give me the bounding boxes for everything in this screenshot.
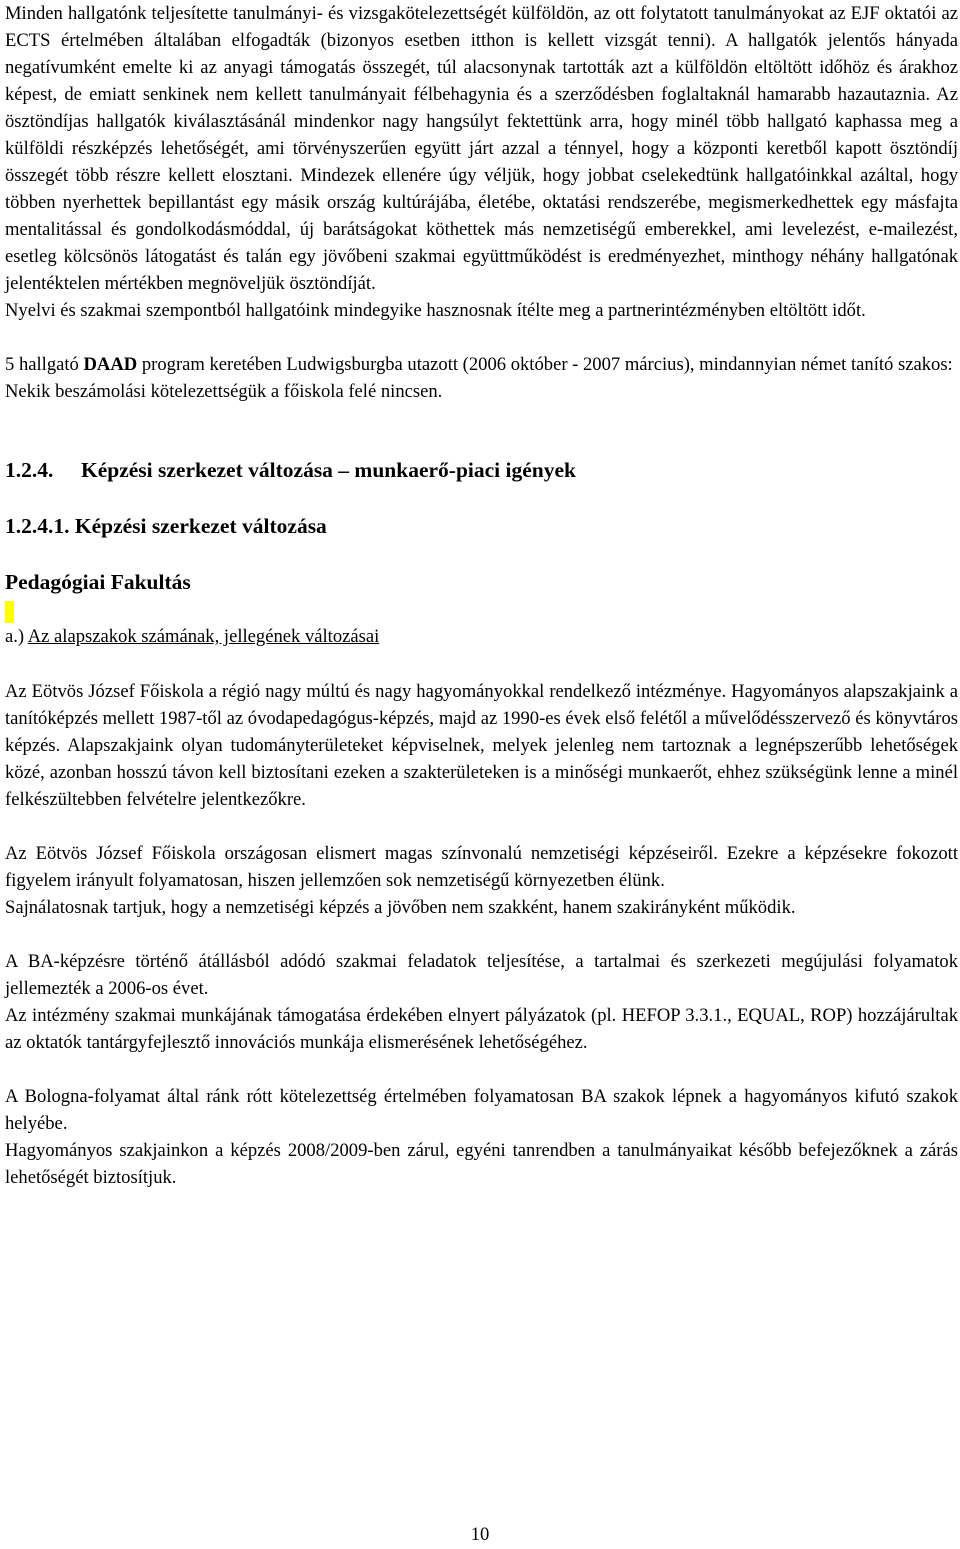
paragraph-grants: Az intézmény szakmai munkájának támogatása érdekében elnyert pályázatok (pl. HEFOP 3.3.1., EQUAL, ROP) hozzájárultak az oktatók tantárgyfejlesztő innovációs munkája elismerésének lehetőségéhez.: [5, 1005, 958, 1053]
paragraph-abroad-studies-part3: Az ösztöndíjas hallgatók kiválasztásánál mindenkor nagy hangsúlyt fektettünk arra, hogy minél több hallgató kaphassa meg a külföldi részképzés lehetőségét, ami törvényszerűen együtt járt azzal a ténnyel, hogy a központi keretből kapott ösztöndíj összegét több részre kellett elosztani.: [5, 84, 958, 186]
section-heading-1-2-4-number: 1.2.4.: [5, 458, 54, 482]
paragraph-bologna: A Bologna-folyamat által ránk rótt kötelezettség értelmében folyamatosan BA szakok lépnek a hagyományos kifutó szakok helyébe.: [5, 1086, 958, 1134]
paragraph-no-reporting: Nekik beszámolási kötelezettségük a főiskola felé nincsen.: [5, 381, 443, 402]
highlight-marker: [5, 601, 14, 623]
daad-text-after: program keretében Ludwigsburgba utazott (2006 október - 2007 március), mindannyian német tanító szakos:: [137, 354, 953, 375]
subsection-a-title: Az alapszakok számának, jellegének változásai: [27, 626, 380, 647]
faculty-heading: Pedagógiai Fakultás: [5, 570, 191, 594]
page-number: 10: [470, 1524, 490, 1545]
paragraph-daad: [5, 351, 958, 378]
section-heading-1-2-4-title: Képzési szerkezet változása – munkaerő-piaci igények: [81, 458, 577, 482]
paragraph-abroad-studies-part2: A hallgatók jelentős hányada negatívumként emelte ki az anyagi támogatás összegét, túl alacsonynak tartották azt a külföldön eltöltött időhöz és árakhoz képest, de emiatt senkinek nem kellett tanulmányait félbehagynia és a szerződésben foglaltaknál hamarabb hazautaznia.: [5, 30, 958, 105]
paragraph-abroad-studies: [5, 0, 958, 297]
daad-program-name: DAAD: [83, 354, 138, 375]
paragraph-nationality-training: Az Eötvös József Főiskola országosan elismert magas színvonalú nemzetiségi képzéseiről. Ezekre a képzésekre fokozott figyelem irányult folyamatosan, hiszen jellemzően sok nemzetiségű környezetben élünk.: [5, 843, 958, 891]
paragraph-language-evaluation: Nyelvi és szakmai szempontból hallgatóink mindegyike hasznosnak ítélte meg a partnerintézményben eltöltött időt.: [5, 300, 866, 321]
document-page: [5, 0, 958, 1191]
paragraph-abroad-studies-part1: Minden hallgatónk teljesítette tanulmányi- és vizsgakötelezettségét külföldön, az ott folytatott tanulmányokat az EJF oktatói az ECTS értelmében általában elfogadták (bizonyos esetben itthon is kellett vizsgát tenni).: [5, 3, 958, 51]
subsection-a: [5, 623, 958, 650]
paragraph-abroad-studies-part4: Mindezek ellenére úgy véljük, hogy jobbat cselekedtünk hallgatóinkkal azáltal, hogy többen nyerhettek bepillantást egy másik ország kultúrájába, életébe, oktatási rendszerébe, megismerkedhettek egy másfajta mentalitással és gondolkodásmóddal, új barátságokat köthettek más nemzetiségű emberekkel, ami levelezést, e-mailezést, esetleg kölcsönös látogatást és talán egy jövőbeni szakmai együttműködést is eredményezhet, minthogy néhány hallgatónak jelentéktelen mértékben megnöveljük ösztöndíját.: [5, 165, 958, 294]
section-heading-1-2-4: [5, 455, 958, 485]
paragraph-nationality-regret: Sajnálatosnak tartjuk, hogy a nemzetiségi képzés a jövőben nem szakként, hanem szakirányként működik.: [5, 897, 796, 918]
daad-text-before: 5 hallgató: [5, 354, 84, 375]
paragraph-institution-history: Az Eötvös József Főiskola a régió nagy múltú és nagy hagyományokkal rendelkező intézménye. Hagyományos alapszakjaink a tanítóképzés mellett 1987-től az óvodapedagógus-képzés, majd az 1990-es évek első felétől a művelődésszervező és könyvtáros képzés. Alapszakjaink olyan tudományterületeket képviselnek, melyek jelenleg nem tartoznak a legnépszerűbb lehetőségek közé, azonban hosszú távon kell biztosítani ezeken a szakterületeken is a minőségi munkaerőt, ehhez szükségünk lenne a minél felkészültebben felvételre jelentkezőkre.: [5, 681, 958, 810]
paragraph-ba-transition: A BA-képzésre történő átállásból adódó szakmai feladatok teljesítése, a tartalmai és szerkezeti megújulási folyamatok jellemezték a 2006-os évet.: [5, 951, 958, 999]
paragraph-traditional-programs: Hagyományos szakjainkon a képzés 2008/2009-ben zárul, egyéni tanrendben a tanulmányaikat később befejezőknek a zárás lehetőségét biztosítjuk.: [5, 1140, 958, 1188]
subsection-a-prefix: a.): [5, 626, 25, 647]
section-heading-1-2-4-1: 1.2.4.1. Képzési szerkezet változása: [5, 514, 327, 538]
